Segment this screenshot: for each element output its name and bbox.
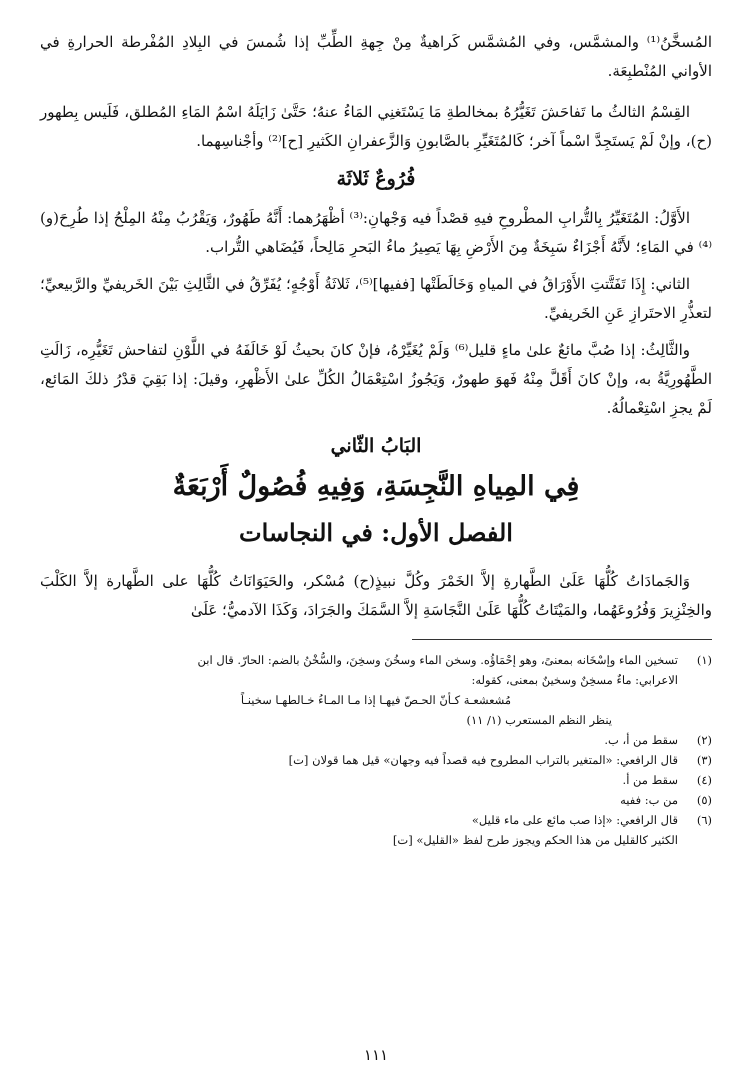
footnote-number: (١) (696, 653, 712, 667)
footnote-divider (412, 639, 712, 640)
paragraph-third-category: القِسْمُ الثالثُ ما تَفاحَشَ تَغَيُّرُهُ بمخالطةِ مَا يَسْتَغنِي المَاءُ عنهُ؛ حَتَّىٰ زَايَلَهُ اسْمُ المَاءِ المُطلق، فَلَيس بِطهور (ح)، وإنْ لَمْ يَستَجِدَّ اسْماً آخر؛ كَالمُتَغَيِّرِ بالصَّابونِ وَالزَّعفرانِ الكَثيرِ [ح]⁽²⁾ وأجْناسِهما. (40, 103, 712, 150)
footnote-reference: ينظر النظم المستعرب (١/ ١١) (466, 713, 612, 727)
footnote-number: (٤) (696, 773, 712, 787)
footnote-continuation: الكثير كالقليل من هذا الحكم ويجوز طرح لفظ «القليل» [ت] (392, 833, 678, 847)
heading-chapter-title: فِي المِياهِ النَّجِسَةِ، وَفِيهِ فُصُولٌ أَرْبَعَةٌ (172, 471, 580, 502)
footnote-number: (٣) (696, 753, 712, 767)
heading-chapter: البَابُ الثّاني (330, 435, 422, 457)
paragraph-heated-water: المُسخَّنُ⁽¹⁾ والمشمَّس، وفي المُشمَّس كَراهيةٌ مِنْ جِهةِ الطِّبِّ إذا شُمسَ في البِلادِ المُفْرطة الحرارةِ في الأواني المُنْطبِعَة. (40, 33, 712, 80)
paragraph-branch-second: الثاني: إِذَا تَفَتَّتتِ الأَوْرَاقُ في المياهِ وَخَالَطَتْها [ففيها]⁽⁵⁾، ثَلاثَةُ أَوْجُهٍ؛ يُفَرِّقُ في الثَّالِثِ بَيْنَ الخَريفيِّ والرَّبيعيِّ؛ لتعذُّرِ الاحتَرازِ عَنِ الخَريفيِّ. (40, 275, 712, 322)
footnote (40, 790, 712, 810)
footnote-poem-verse: مُشعشعـة كـأنّ الحـصّ فيهـا إذا مـا المـاءُ خـالطهـا سخينـاً (240, 693, 512, 707)
heading-section-title: الفصل الأول: في النجاسات (239, 518, 513, 547)
paragraph-branch-first: الأَوَّلُ: المُتَغَيِّرُ بِالتُّرابِ المطْروحِ فيهِ قصْداً فيه وَجْهانِ:⁽³⁾ أظْهَرُهما: أَنَّهُ طَهُورٌ، وَيَقْرُبُ مِنْهُ المِلْحُ إذا طُرِحَ(و)⁽⁴⁾ في المَاءِ؛ لأَنَّهُ أَجْزَاءٌ سَبِخَةٌ مِنَ الأَرْضِ بِهَا يَصِيرُ ماءُ البَحرِ مَالِحاً، فَيُضَاهي التُّراب. (40, 209, 712, 256)
footnote (40, 770, 712, 790)
footnote-text: قال الرافعي: «المتغير بالتراب المطروح فيه قصداً فيه وجهان» قيل هما قولان [ت] (288, 753, 678, 767)
footnote-number: (٦) (696, 813, 712, 827)
footnote-number: (٢) (696, 733, 712, 747)
heading-three-branches: فُرُوعٌ ثَلاثَة (336, 168, 416, 190)
footnote-number: (٥) (696, 793, 712, 807)
footnote (40, 650, 712, 670)
footnote-text: من ب: ففيه (620, 793, 678, 807)
footnote (40, 730, 712, 750)
page-number: ١١١ (363, 1046, 389, 1064)
footnote-text: سقط من أ. (622, 773, 678, 787)
footnote (40, 750, 712, 770)
paragraph-section-body: وَالجَمادَاتُ كُلُّهَا عَلَىٰ الطَّهارةِ إلاَّ الخَمْرَ وكُلَّ نبيذٍ(ح) مُسْكر، والحَيَوَانَاتُ كُلُّهَا على الطَّهارة إلاَّ الكَلْبَ والخِنْزِيرَ وَفُرُوعَهُما، والمَيْتَاتُ كُلُّهَا عَلَىٰ النَّجَاسَةِ إلاَّ السَّمَكَ والجَرَادَ، وَكَذَا الآدميُّ؛ عَلَىٰ (40, 572, 712, 619)
footnotes (40, 650, 712, 850)
footnote-text: قال الرافعي: «إذا صب مائع على ماء قليل» (471, 813, 678, 827)
footnote-text: سقط من أ، ب. (604, 733, 678, 747)
footnote (40, 810, 712, 830)
footnote-continuation: الاعرابي: ماءٌ مسخِنٌ وسخينٌ بمعنى، كقوله: (471, 673, 678, 687)
paragraph-branch-third: والثَّالِثُ: إذا صُبَّ مائعٌ علىٰ ماءٍ قليل⁽⁶⁾ وَلَمْ يُغَيِّرْهُ، فإنْ كانَ بحيثُ لَوْ خَالَفَهُ في اللَّوْنِ لتفاحش تَغَيُّرِه، زَالَتِ الطَّهُورِيَّةُ به، وإنْ كانَ أَقَلَّ مِنْهُ فَهوَ طهورٌ، وَيَجُوزُ اسْتِعْمَالُ الكُلِّ علىٰ الأَظْهرِ، وقيلَ: إذا بَقِيَ قدْرُ ذلكَ المَائع، لَمْ يجزِ اسْتِعْمالُهُ. (40, 341, 712, 417)
footnote-text: تسخين الماء وإسْخَانه بمعنىً، وهو إحْمَاؤُه. وسخن الماء وسخُنَ وسخِنَ، والسُّخْنُ بالضم: الحارّ. قال ابن (197, 653, 678, 667)
